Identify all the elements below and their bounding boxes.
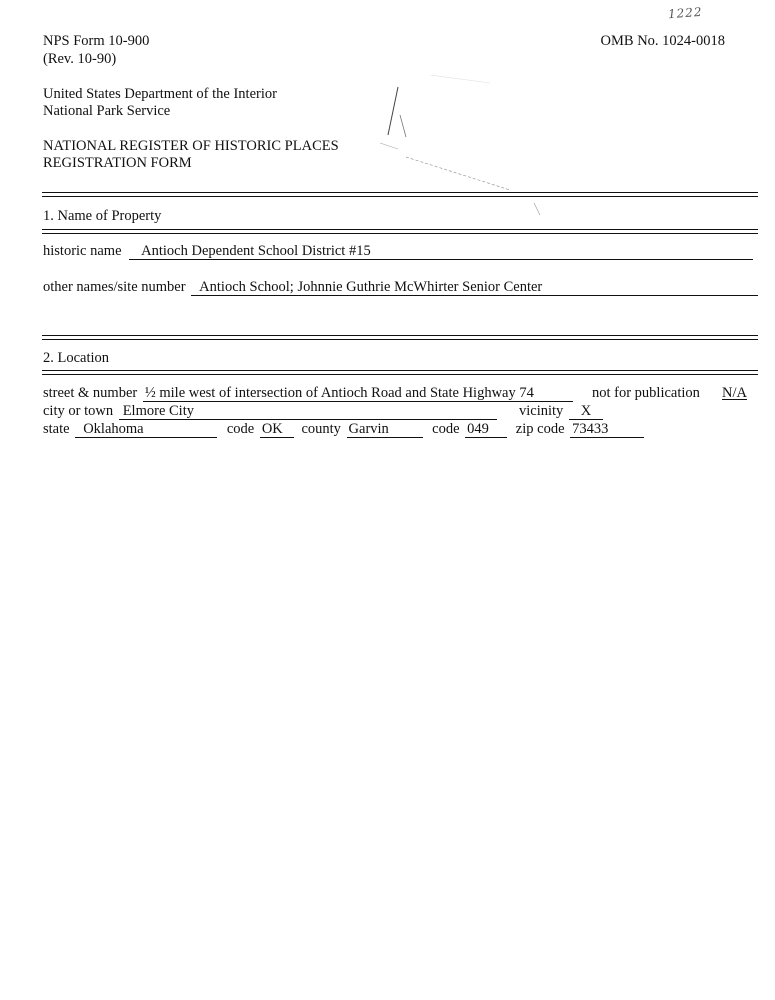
county-value: Garvin [348, 421, 389, 437]
historic-name-row [43, 243, 759, 260]
county-label: county [301, 421, 341, 437]
department-name: United States Department of the Interior [43, 86, 277, 102]
historic-name-field[interactable] [129, 244, 753, 260]
vicinity-row [519, 403, 603, 420]
street-value: ½ mile west of intersection of Antioch Road and State Highway 74 [144, 385, 534, 401]
section-divider [42, 335, 758, 340]
not-for-publication-label: not for publication [592, 385, 700, 401]
section-divider [42, 192, 758, 197]
zip-field[interactable] [570, 422, 644, 438]
city-value: Elmore City [122, 403, 194, 419]
state-row [43, 421, 644, 438]
street-row [43, 385, 573, 402]
vicinity-field[interactable] [569, 404, 603, 420]
state-code-field[interactable] [260, 422, 294, 438]
handwritten-note: 1222 [667, 4, 703, 22]
street-label: street & number [43, 385, 138, 401]
faint-stamp-marks [370, 75, 570, 225]
zip-label: zip code [515, 421, 565, 437]
county-code-value: 049 [467, 421, 489, 437]
section-1-heading: 1. Name of Property [43, 208, 162, 224]
state-label: state [43, 421, 70, 437]
street-field[interactable] [143, 386, 573, 402]
other-names-row [43, 279, 765, 296]
service-name: National Park Service [43, 103, 171, 119]
city-label: city or town [43, 403, 114, 419]
vicinity-label: vicinity [519, 403, 564, 419]
form-revision: (Rev. 10-90) [43, 51, 117, 67]
state-value: Oklahoma [83, 421, 144, 437]
city-field[interactable] [119, 404, 497, 420]
county-code-field[interactable] [465, 422, 507, 438]
form-title-line2: REGISTRATION FORM [43, 155, 192, 171]
other-names-label: other names/site number [43, 279, 186, 295]
other-names-value: Antioch School; Johnnie Guthrie McWhirter Senior Center [199, 279, 543, 295]
state-field[interactable] [75, 422, 217, 438]
other-names-field[interactable] [191, 280, 758, 296]
section-2-heading: 2. Location [43, 350, 110, 366]
historic-name-value: Antioch Dependent School District #15 [141, 243, 371, 259]
county-field[interactable] [347, 422, 423, 438]
city-row [43, 403, 497, 420]
form-title-line1: NATIONAL REGISTER OF HISTORIC PLACES [43, 138, 339, 154]
state-code-label: code [226, 421, 255, 437]
form-number: NPS Form 10-900 [43, 33, 150, 49]
section-divider [42, 229, 758, 234]
not-for-publication-value[interactable]: N/A [722, 385, 747, 401]
zip-value: 73433 [572, 421, 609, 437]
omb-number: OMB No. 1024-0018 [600, 33, 725, 49]
county-code-label: code [432, 421, 460, 437]
historic-name-label: historic name [43, 243, 122, 259]
state-code-value: OK [261, 421, 283, 437]
section-divider [42, 370, 758, 375]
vicinity-value: X [580, 403, 592, 419]
